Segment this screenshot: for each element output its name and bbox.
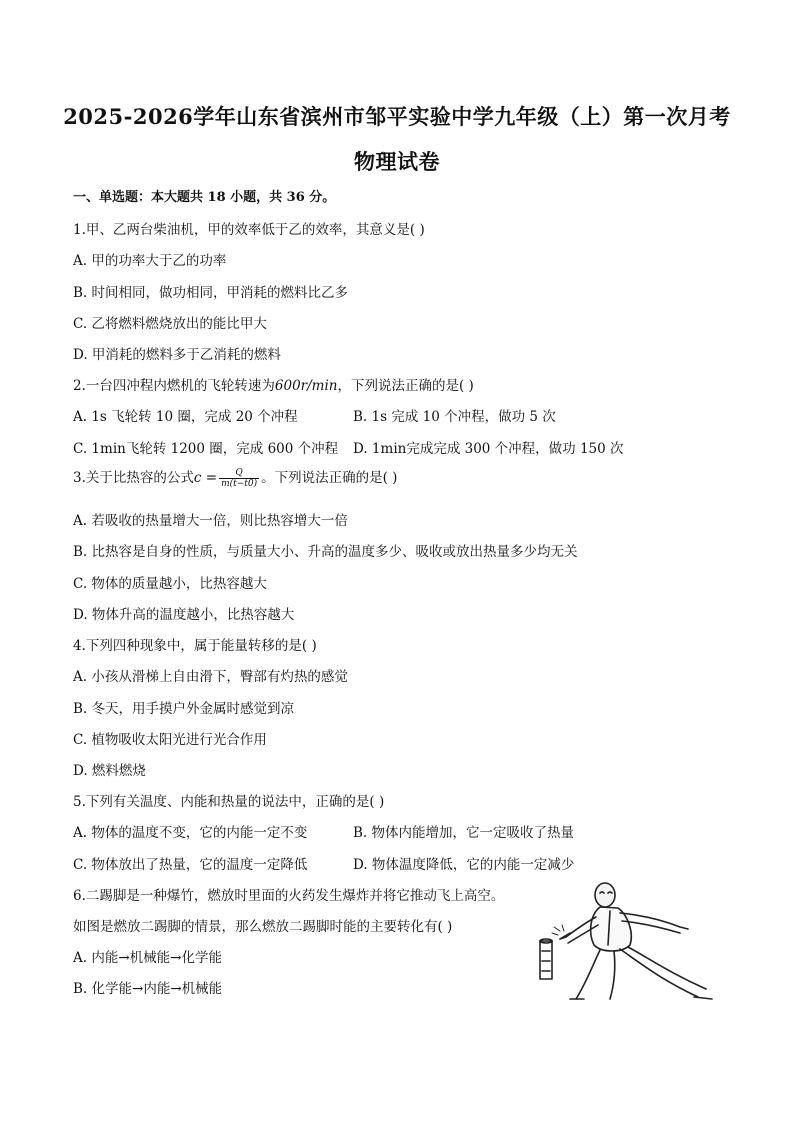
section-heading: 一、单选题：本大题共 18 小题，共 36 分。 xyxy=(73,190,336,205)
question-4-option-d: D. 燃料燃烧 xyxy=(73,763,146,779)
question-5-option-a: A. 物体的温度不变，它的内能一定不变 xyxy=(73,825,308,841)
question-3-formula-lhs: c = xyxy=(193,470,218,486)
question-1-option-d: D. 甲消耗的燃料多于乙消耗的燃料 xyxy=(73,347,281,363)
question-3-option-c: C. 物体的质量越小，比热容越大 xyxy=(73,576,267,592)
exam-title: 2025-2026学年山东省滨州市邹平实验中学九年级（上）第一次月考 xyxy=(63,104,731,129)
fraction-numerator: Q xyxy=(219,468,259,479)
question-3-stem-post: 。下列说法正确的是( ) xyxy=(261,470,398,486)
question-5-option-b: B. 物体内能增加，它一定吸收了热量 xyxy=(353,825,575,841)
question-4-stem: 4.下列四种现象中，属于能量转移的是( ) xyxy=(73,638,317,654)
question-4-option-c: C. 植物吸收太阳光进行光合作用 xyxy=(73,732,267,748)
question-3-option-d: D. 物体升高的温度越小，比热容越大 xyxy=(73,607,295,623)
question-2-stem-math: 600r/min xyxy=(274,378,338,394)
exam-subtitle: 物理试卷 xyxy=(354,149,440,174)
question-1-option-c: C. 乙将燃料燃烧放出的能比甲大 xyxy=(73,316,267,332)
firecracker-illustration xyxy=(530,875,725,1005)
question-6-option-a: A. 内能→机械能→化学能 xyxy=(73,950,222,966)
question-3-formula-fraction xyxy=(219,468,259,489)
question-1-option-a: A. 甲的功率大于乙的功率 xyxy=(73,253,227,269)
question-6-option-b: B. 化学能→内能→机械能 xyxy=(73,981,223,997)
question-1-stem: 1.甲、乙两台柴油机，甲的效率低于乙的效率，其意义是( ) xyxy=(73,222,425,238)
question-6-stem-2: 如图是燃放二踢脚的情景，那么燃放二踢脚时能的主要转化有( ) xyxy=(73,919,453,935)
question-2-option-b: B. 1s 完成 10 个冲程，做功 5 次 xyxy=(353,409,556,425)
question-2-stem-pre: 2.一台四冲程内燃机的飞轮转速为 xyxy=(73,378,275,394)
question-3-stem xyxy=(73,466,397,489)
question-4-option-b: B. 冬天，用手摸户外金属时感觉到凉 xyxy=(73,701,295,717)
question-5-stem: 5.下列有关温度、内能和热量的说法中，正确的是( ) xyxy=(73,794,385,810)
question-4-option-a: A. 小孩从滑梯上自由滑下，臀部有灼热的感觉 xyxy=(73,669,348,685)
question-2-option-d: D. 1min完成完成 300 个冲程，做功 150 次 xyxy=(353,441,624,457)
question-1-option-b: B. 时间相同，做功相同，甲消耗的燃料比乙多 xyxy=(73,285,349,301)
question-2-stem-post: ，下列说法正确的是( ) xyxy=(337,378,474,394)
fraction-denominator: m(t−t0) xyxy=(221,479,258,489)
question-5-option-c: C. 物体放出了热量，它的温度一定降低 xyxy=(73,857,308,873)
question-2-option-a: A. 1s 飞轮转 10 圈，完成 20 个冲程 xyxy=(73,409,298,425)
question-5-option-d: D. 物体温度降低，它的内能一定减少 xyxy=(353,857,575,873)
question-2-stem xyxy=(73,374,474,394)
question-3-stem-pre: 3.关于比热容的公式 xyxy=(73,470,194,486)
question-3-option-a: A. 若吸收的热量增大一倍，则比热容增大一倍 xyxy=(73,513,348,529)
question-2-option-c: C. 1min飞轮转 1200 圈，完成 600 个冲程 xyxy=(73,441,339,457)
question-3-option-b: B. 比热容是自身的性质，与质量大小、升高的温度多少、吸收或放出热量多少均无关 xyxy=(73,544,578,560)
question-6-stem: 6.二踢脚是一种爆竹，燃放时里面的火药发生爆炸并将它推动飞上高空。 xyxy=(73,888,505,904)
